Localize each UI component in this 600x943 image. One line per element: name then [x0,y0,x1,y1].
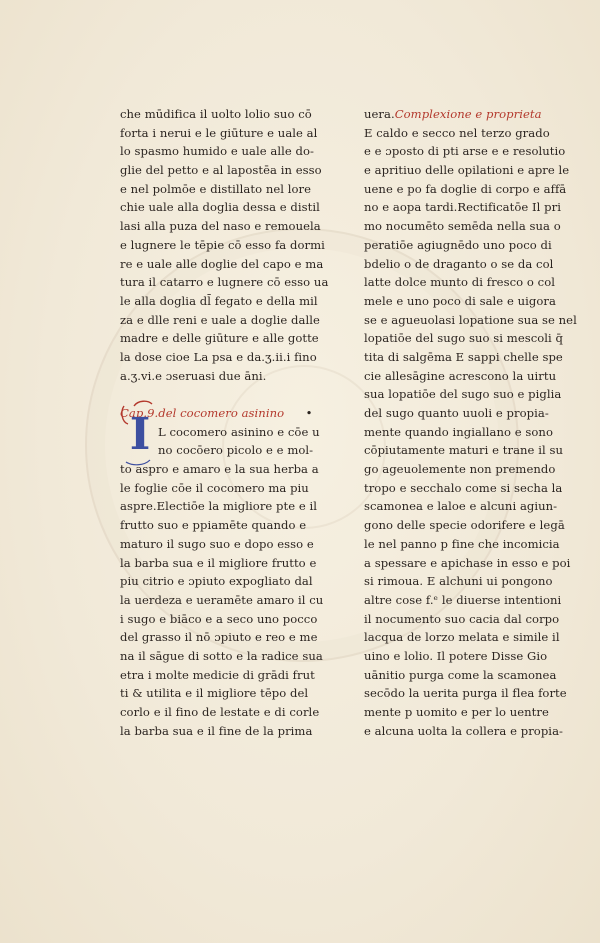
first-word: uera. [364,107,395,121]
text-line: le alla doglia dl̄ fegato e della mil [120,293,318,308]
text-line: uino e lolio. Il potere Disse Gio [364,648,548,663]
right-column-first-line [364,105,594,124]
text-line: del sugo quanto uuoli e propia- [364,406,549,420]
text-line: bdelio o de draganto o se da col [364,256,554,271]
text-line: uene e po fa doglie di corpo e affā [364,181,567,196]
text-line: lacqua de lorzo melata e simile il [364,630,560,645]
text-line: cie allesāgine acrescono la uirtu [364,368,557,383]
text-line: e apritiuo delle opilationi e apre le [364,163,570,178]
text-line: L cocomero asinino e cōe u [158,424,320,439]
text-line: forta i nerui e le giūture e uale al [120,125,318,140]
text-line: no cocōero picolo e e mol- [158,443,314,458]
text-line: lopatiōe del sugo suo si mescoli q̄ [364,331,564,346]
text-line: no e aopa tardi.Rectificatōe Il pri [364,200,561,215]
text-line: maturo il sugo suo e dopo esso e [120,536,314,551]
text-line: ti & utilita e il migliore tēpo del [120,686,309,701]
text-line: peratiōe agiugnēdo uno poco di [364,237,552,252]
text-line: go ageuolemente non premendo [364,462,556,477]
text-line: del grasso il nō ɔpiuto e reo e me [120,630,318,645]
left-column-top-paragraph [120,105,352,385]
text-line: e e ɔposto di pti arse e e resolutio [364,144,566,159]
text-line: altre cose f.ᵉ le diuerse intentioni [364,592,562,607]
chapter-heading-line [120,404,352,423]
text-line: tropo e secchalo come si secha la [364,480,563,495]
right-column [364,105,594,740]
text-line: si rimoua. E alchuni ui pongono [364,574,553,589]
text-line: tita di salgēma E sappi chelle spe [364,349,563,364]
complexion-heading: Complexione e proprieta [394,107,542,121]
text-line: to aspro e amaro e la sua herba a [120,462,319,477]
text-line: lasi alla puza del naso e remouela [120,219,321,234]
text-line: mele e uno poco di sale e uigora [364,293,556,308]
text-line: a.ʒ.vi.e ɔseruasi due āni. [120,368,267,383]
text-line: lo spasmo humido e uale alle do- [120,144,314,159]
text-line: mo nocumēto semēda nella sua o [364,219,561,234]
text-line: che mūdifica il uolto lolio suo cō [120,107,312,121]
text-line: piu citrio e ɔpiuto expogliato dal [120,574,313,589]
text-line: e lugnere le tēpie cō esso fa dormi [120,237,325,252]
text-line: corlo e il fino de lestate e di corle [120,705,320,719]
text-line: aspre.Electiōe la migliore pte e il [120,499,318,514]
text-line: na il sāgue di sotto e la radice sua [120,648,323,663]
text-line: sua lopatiōe del sugo suo e piglia [364,387,562,402]
left-column [120,105,352,740]
text-line: la barba sua e il migliore frutto e [120,555,317,570]
text-line: secōdo la uerita purga il flea forte [364,686,567,701]
decorated-initial-letter: I [129,409,151,460]
text-line: la uerdeza e ueramēte amaro il cu [120,592,324,607]
text-line: latte dolce munto di fresco o col [364,275,555,290]
chapter-marker: • [305,406,313,420]
text-line: frutto suo e ppiamēte quando e [120,518,307,533]
text-line: e nel polmōe e distillato nel lore [120,181,312,196]
text-line: mente quando ingiallano e sono [364,424,553,439]
text-line: uānitio purga come la scamonea [364,667,557,682]
text-line: le foglie cōe il cocomero ma piu [120,480,309,495]
text-line: tura il catarro e lugnere cō esso ua [120,275,329,290]
text-line: za e dlle reni e uale a doglie dalle [120,312,320,327]
text-line: la dose cioe La psa e da.ʒ.ii.i fino [120,349,317,364]
text-line: chie uale alla doglia dessa e distil [120,200,320,215]
text-line: glie del petto e al lapostēa in esso [120,163,322,178]
chapter-heading: Cap.9.del cocomero asinino [120,406,285,420]
text-line: la barba sua e il fine de la prima [120,723,313,738]
text-line: E caldo e secco nel terzo grado [364,125,550,140]
right-column-body [364,124,594,741]
text-line: scamonea e laloe e alcuni agiun- [364,499,558,514]
text-line: se e agueuolasi lopatione sua se nel [364,312,577,327]
text-line: madre e delle giūture e alle gotte [120,331,319,346]
text-line: e alcuna uolta la collera e propia- [364,723,563,738]
text-line: re e uale alle doglie del capo e ma [120,256,324,271]
text-line: gono delle specie odorifere e legā [364,518,565,533]
text-line: etra i molte medicie di grādi frut [120,667,315,682]
chapter-body [120,423,352,741]
text-line: le nel panno p fine che incomicia [364,536,560,551]
text-line: a spessare e apichase in esso e poi [364,555,571,570]
text-line: i sugo e biāco e a seco uno pocco [120,611,318,626]
text-line: cōpiutamente maturi e trane il su [364,443,563,458]
text-line: il nocumento suo cacia dal corpo [364,611,560,626]
text-line: mente p uomito e per lo uentre [364,705,549,719]
